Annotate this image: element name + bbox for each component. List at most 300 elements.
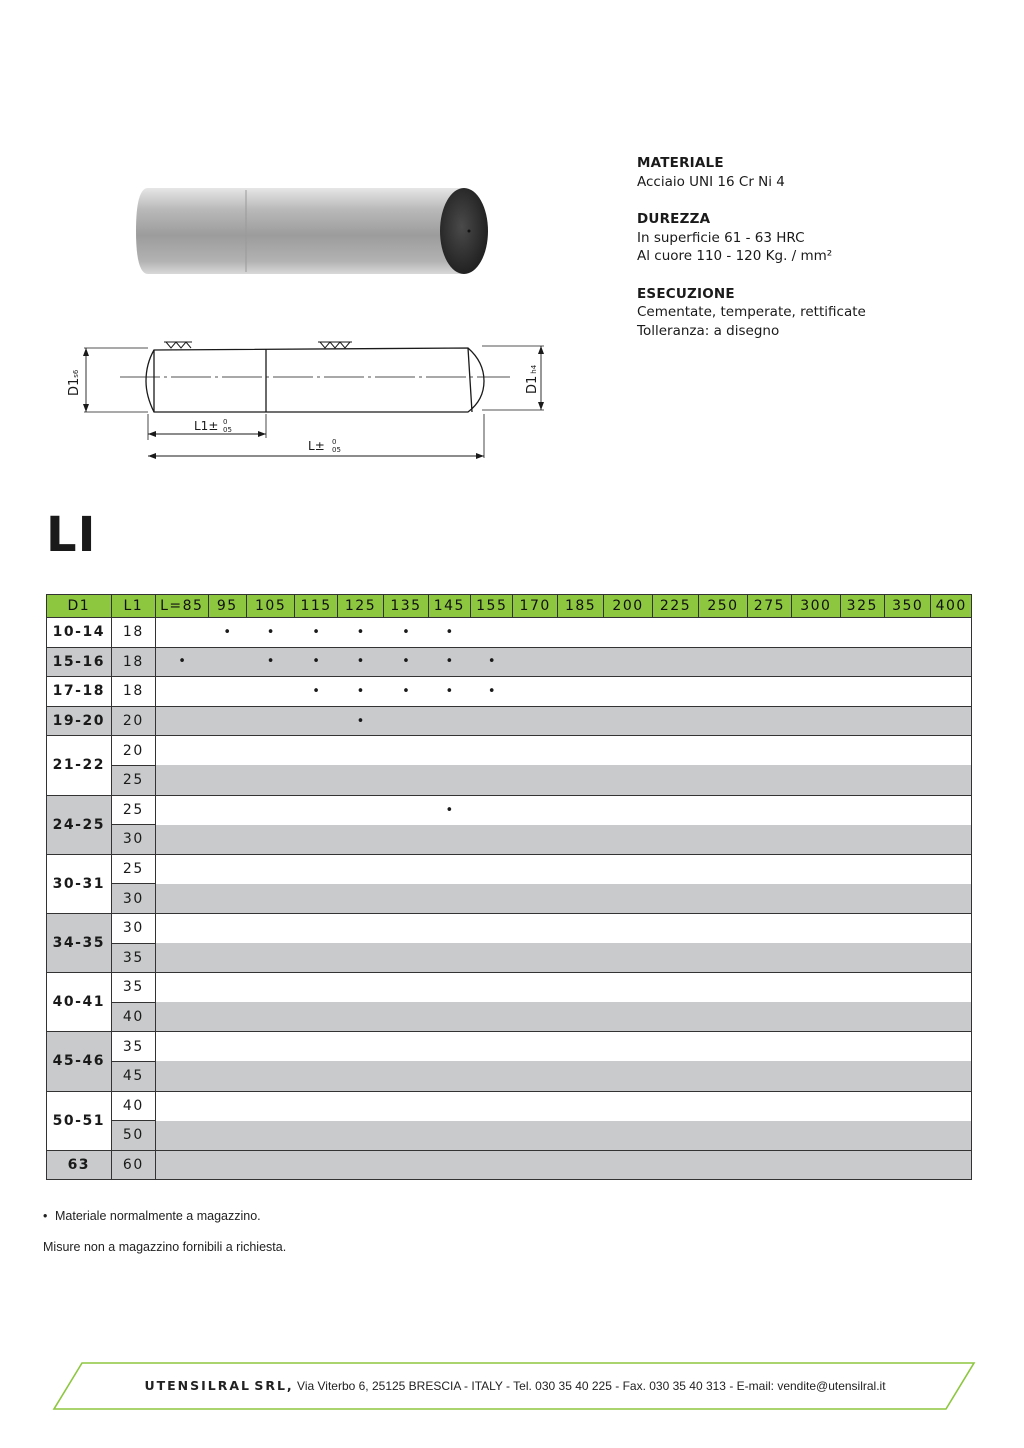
spec-line: Tolleranza: a disegno [637,322,780,339]
footer-brand: UTENSILRAL [144,1378,251,1393]
empty-cell [557,1002,603,1032]
empty-cell [428,913,470,943]
technical-drawing [58,326,558,466]
empty-cell [557,1091,603,1121]
d1-cell: 21-22 [47,736,112,795]
empty-cell [604,1032,652,1062]
empty-cell [652,1121,698,1151]
table-row [47,1091,972,1121]
empty-cell [156,943,209,973]
empty-cell [652,1061,698,1091]
empty-cell [885,1150,931,1180]
empty-cell [604,825,652,855]
empty-cell [337,943,383,973]
l1-cell: 20 [111,736,155,766]
empty-cell [557,765,603,795]
empty-cell [747,854,791,884]
d1-cell: 10-14 [47,618,112,648]
empty-cell [513,884,557,914]
empty-cell [208,1121,246,1151]
d1-cell: 17-18 [47,677,112,707]
header-cell: 400 [931,595,972,618]
stock-mark: • [295,677,337,707]
empty-cell [557,1061,603,1091]
stock-mark: • [337,647,383,677]
empty-cell [471,765,513,795]
empty-cell [295,1150,337,1180]
empty-cell [513,706,557,736]
empty-cell [885,1002,931,1032]
stock-mark: • [428,795,470,825]
empty-cell [513,1150,557,1180]
empty-cell [652,884,698,914]
empty-cell [792,943,840,973]
empty-cell [931,618,972,648]
empty-cell [792,1150,840,1180]
empty-cell [428,1121,470,1151]
empty-cell [747,884,791,914]
empty-cell [885,913,931,943]
empty-cell [471,1150,513,1180]
empty-cell [295,1061,337,1091]
header-cell: L=85 [156,595,209,618]
empty-cell [295,765,337,795]
empty-cell [792,647,840,677]
empty-cell [513,618,557,648]
empty-cell [652,1091,698,1121]
empty-cell [557,647,603,677]
stock-mark: • [428,647,470,677]
empty-cell [557,795,603,825]
empty-cell [747,1002,791,1032]
empty-cell [747,1061,791,1091]
empty-cell [652,618,698,648]
empty-cell [747,795,791,825]
empty-cell [840,1032,884,1062]
empty-cell [885,1032,931,1062]
empty-cell [604,1150,652,1180]
empty-cell [384,943,428,973]
empty-cell [557,706,603,736]
header-cell: 185 [557,595,603,618]
table-row [47,825,972,855]
empty-cell [652,795,698,825]
empty-cell [840,795,884,825]
empty-cell [604,1002,652,1032]
note-stock [43,1207,286,1225]
d1-right-label: D1h4 [525,364,540,394]
empty-cell [513,943,557,973]
empty-cell [931,1002,972,1032]
empty-cell [156,765,209,795]
empty-cell [208,706,246,736]
stock-mark: • [428,618,470,648]
empty-cell [840,854,884,884]
note-on-request: Misure non a magazzino fornibili a richiesta. [43,1240,287,1254]
empty-cell [931,1032,972,1062]
empty-cell [840,1061,884,1091]
empty-cell [513,647,557,677]
empty-cell [747,706,791,736]
empty-cell [295,854,337,884]
stock-mark: • [156,647,209,677]
l-label: L± [308,439,325,453]
empty-cell [246,854,294,884]
empty-cell [885,1091,931,1121]
empty-cell [246,677,294,707]
empty-cell [885,706,931,736]
empty-cell [471,706,513,736]
empty-cell [337,1091,383,1121]
empty-cell [246,913,294,943]
l-tol-plus: 0 [332,438,337,446]
empty-cell [604,795,652,825]
empty-cell [156,1121,209,1151]
empty-cell [885,1121,931,1151]
empty-cell [931,1091,972,1121]
empty-cell [792,618,840,648]
empty-cell [557,618,603,648]
empty-cell [885,795,931,825]
empty-cell [428,706,470,736]
header-cell: 95 [208,595,246,618]
table-row [47,765,972,795]
footer-contact [0,1378,1024,1393]
empty-cell [931,825,972,855]
empty-cell [792,913,840,943]
empty-cell [931,677,972,707]
table-row [47,884,972,914]
empty-cell [792,884,840,914]
empty-cell [699,1091,747,1121]
header-cell: 170 [513,595,557,618]
empty-cell [792,1121,840,1151]
empty-cell [246,1002,294,1032]
empty-cell [931,765,972,795]
empty-cell [208,1150,246,1180]
empty-cell [295,913,337,943]
empty-cell [885,973,931,1003]
empty-cell [295,1091,337,1121]
empty-cell [513,795,557,825]
empty-cell [208,884,246,914]
empty-cell [699,1150,747,1180]
stock-mark: • [295,647,337,677]
empty-cell [156,913,209,943]
empty-cell [840,765,884,795]
empty-cell [604,854,652,884]
empty-cell [471,913,513,943]
l-tol-minus: 05 [332,446,341,454]
empty-cell [337,736,383,766]
l1-cell: 25 [111,795,155,825]
table-body [47,618,972,1180]
empty-cell [384,1002,428,1032]
empty-cell [699,825,747,855]
empty-cell [384,795,428,825]
empty-cell [604,647,652,677]
empty-cell [604,706,652,736]
empty-cell [471,943,513,973]
empty-cell [747,1032,791,1062]
empty-cell [557,913,603,943]
empty-cell [513,1032,557,1062]
empty-cell [604,1121,652,1151]
empty-cell [246,795,294,825]
empty-cell [747,1091,791,1121]
empty-cell [337,765,383,795]
empty-cell [156,825,209,855]
empty-cell [428,854,470,884]
bullet-mark: • [43,1209,48,1223]
empty-cell [246,884,294,914]
empty-cell [337,1150,383,1180]
empty-cell [471,825,513,855]
empty-cell [840,825,884,855]
d1-cell: 24-25 [47,795,112,854]
l1-tol-plus: 0 [223,418,228,426]
empty-cell [604,1091,652,1121]
empty-cell [792,677,840,707]
empty-cell [384,973,428,1003]
empty-cell [295,1032,337,1062]
empty-cell [156,1150,209,1180]
empty-cell [699,677,747,707]
empty-cell [156,1002,209,1032]
empty-cell [747,765,791,795]
empty-cell [747,1121,791,1151]
empty-cell [513,1091,557,1121]
empty-cell [428,1061,470,1091]
availability-table [46,594,972,1180]
empty-cell [208,1091,246,1121]
empty-cell [747,973,791,1003]
empty-cell [931,736,972,766]
empty-cell [840,736,884,766]
empty-cell [208,795,246,825]
empty-cell [931,1150,972,1180]
header-cell: 275 [747,595,791,618]
empty-cell [604,677,652,707]
header-cell: 135 [384,595,428,618]
empty-cell [792,706,840,736]
empty-cell [471,795,513,825]
table-row [47,913,972,943]
empty-cell [885,736,931,766]
stock-mark: • [208,618,246,648]
table-row [47,1150,972,1180]
empty-cell [747,913,791,943]
empty-cell [840,1150,884,1180]
l1-cell: 25 [111,854,155,884]
empty-cell [337,795,383,825]
footer-address: Via Viterbo 6, 25125 BRESCIA - ITALY - Tel. 030 35 40 225 - Fax. 030 35 40 313 - E-mail: vendite@utensilral.it [297,1379,886,1393]
l1-cell: 18 [111,618,155,648]
d1-cell: 63 [47,1150,112,1180]
stock-mark: • [337,618,383,648]
empty-cell [156,1061,209,1091]
empty-cell [246,1150,294,1180]
empty-cell [931,795,972,825]
stock-mark: • [295,618,337,648]
empty-cell [428,736,470,766]
empty-cell [840,706,884,736]
empty-cell [156,706,209,736]
d1-cell: 30-31 [47,854,112,913]
empty-cell [337,973,383,1003]
l1-cell: 18 [111,647,155,677]
empty-cell [652,913,698,943]
l1-cell: 30 [111,913,155,943]
empty-cell [604,765,652,795]
d1-cell: 50-51 [47,1091,112,1150]
empty-cell [337,1061,383,1091]
empty-cell [840,943,884,973]
note-stock-text: Materiale normalmente a magazzino. [55,1209,261,1223]
empty-cell [931,913,972,943]
empty-cell [337,884,383,914]
l1-cell: 60 [111,1150,155,1180]
empty-cell [208,765,246,795]
empty-cell [652,1150,698,1180]
stock-mark: • [337,677,383,707]
empty-cell [295,825,337,855]
empty-cell [885,884,931,914]
empty-cell [208,943,246,973]
table-row [47,706,972,736]
empty-cell [384,913,428,943]
l1-label: L1± [194,419,219,433]
header-cell: D1 [47,595,112,618]
empty-cell [699,1002,747,1032]
stock-mark: • [428,677,470,707]
empty-cell [208,677,246,707]
empty-cell [557,973,603,1003]
empty-cell [792,1091,840,1121]
empty-cell [471,1091,513,1121]
empty-cell [471,973,513,1003]
empty-cell [557,1150,603,1180]
table-row [47,973,972,1003]
empty-cell [885,943,931,973]
empty-cell [840,973,884,1003]
empty-cell [699,1061,747,1091]
empty-cell [513,677,557,707]
empty-cell [557,943,603,973]
empty-cell [604,884,652,914]
table-row [47,1032,972,1062]
empty-cell [792,973,840,1003]
empty-cell [384,1091,428,1121]
empty-cell [428,1002,470,1032]
empty-cell [840,1121,884,1151]
empty-cell [792,1032,840,1062]
empty-cell [557,677,603,707]
empty-cell [337,1032,383,1062]
table-row [47,736,972,766]
empty-cell [208,854,246,884]
empty-cell [513,913,557,943]
empty-cell [557,736,603,766]
empty-cell [384,1150,428,1180]
table-row [47,677,972,707]
header-cell: 105 [246,595,294,618]
empty-cell [246,943,294,973]
empty-cell [384,765,428,795]
empty-cell [840,618,884,648]
empty-cell [792,1061,840,1091]
empty-cell [246,765,294,795]
spec-line: Cementate, temperate, rettificate [637,304,866,320]
l1-cell: 30 [111,884,155,914]
d1-cell: 45-46 [47,1032,112,1091]
stock-mark: • [384,618,428,648]
empty-cell [557,854,603,884]
empty-cell [840,677,884,707]
empty-cell [931,973,972,1003]
pin-photo [134,186,490,276]
table-row [47,1002,972,1032]
empty-cell [384,884,428,914]
empty-cell [156,1091,209,1121]
empty-cell [428,973,470,1003]
empty-cell [885,618,931,648]
empty-cell [699,706,747,736]
empty-cell [295,795,337,825]
empty-cell [747,618,791,648]
empty-cell [295,1002,337,1032]
empty-cell [747,943,791,973]
empty-cell [699,647,747,677]
l1-cell: 30 [111,825,155,855]
table-row [47,943,972,973]
empty-cell [156,854,209,884]
empty-cell [792,765,840,795]
empty-cell [428,765,470,795]
empty-cell [428,1091,470,1121]
l1-cell: 50 [111,1121,155,1151]
empty-cell [699,854,747,884]
empty-cell [513,825,557,855]
l1-cell: 35 [111,943,155,973]
empty-cell [384,1061,428,1091]
empty-cell [699,943,747,973]
l1-cell: 40 [111,1002,155,1032]
empty-cell [337,1121,383,1151]
empty-cell [384,825,428,855]
empty-cell [428,825,470,855]
spec-execution [637,285,997,341]
stock-mark: • [246,647,294,677]
empty-cell [652,854,698,884]
empty-cell [156,736,209,766]
empty-cell [208,736,246,766]
empty-cell [931,1061,972,1091]
header-cell: 145 [428,595,470,618]
empty-cell [246,1091,294,1121]
empty-cell [156,884,209,914]
stock-mark: • [471,647,513,677]
table-row [47,1121,972,1151]
empty-cell [208,1032,246,1062]
empty-cell [337,1002,383,1032]
header-cell: 200 [604,595,652,618]
empty-cell [840,913,884,943]
empty-cell [471,736,513,766]
empty-cell [156,1032,209,1062]
empty-cell [156,795,209,825]
spec-title: MATERIALE [637,155,724,171]
